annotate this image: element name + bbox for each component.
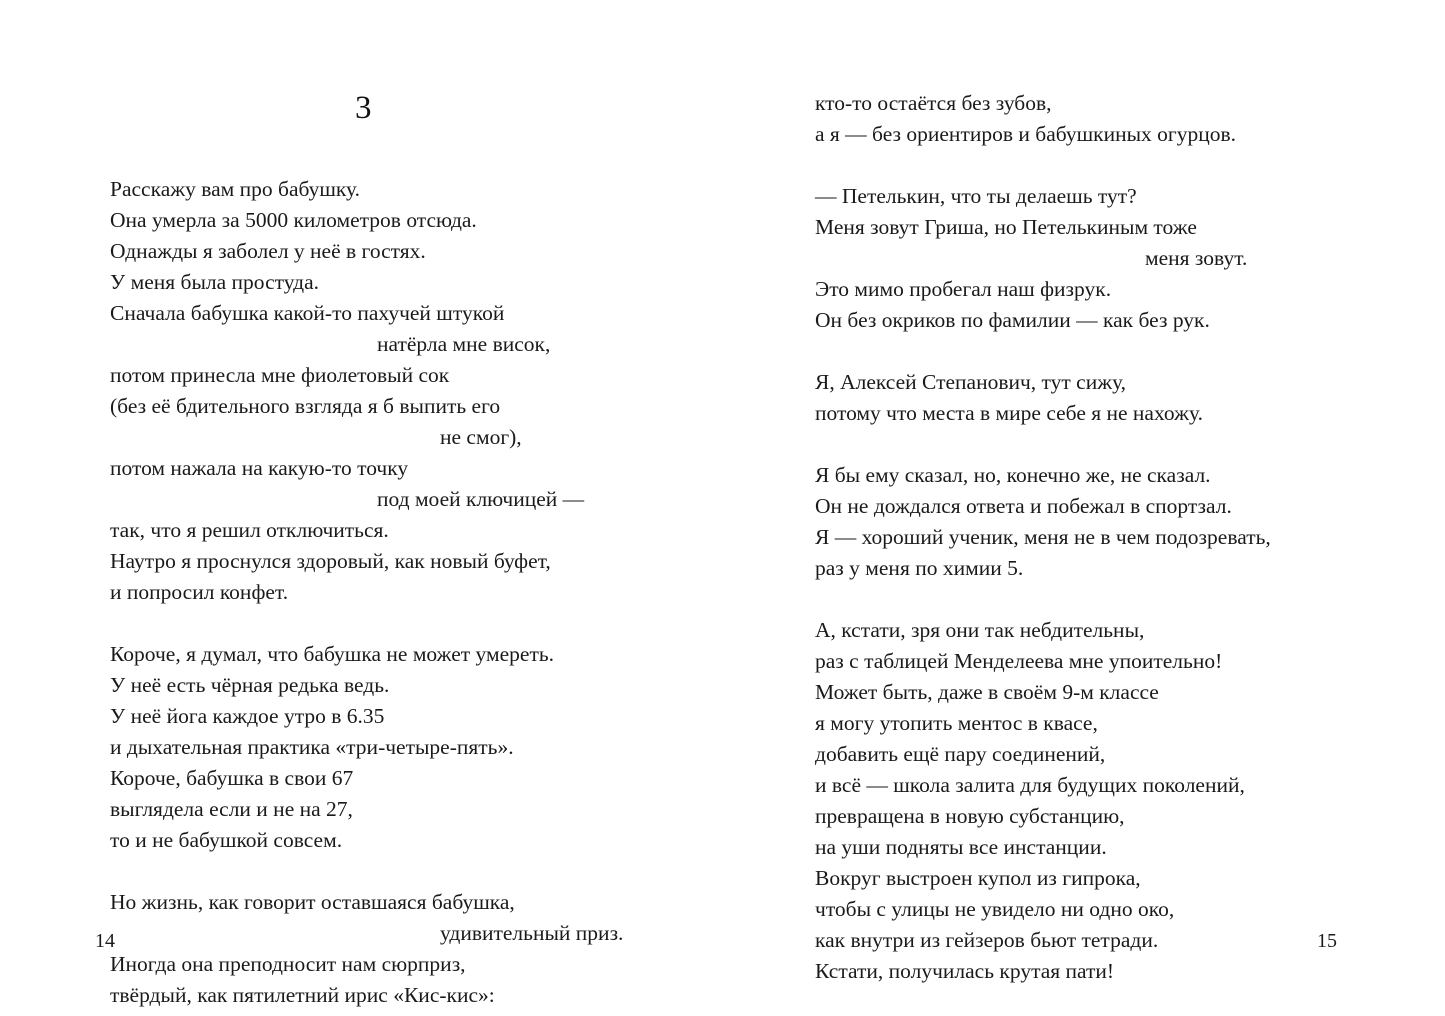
poem-line: Вокруг выстроен купол из гипрока, <box>815 866 1141 890</box>
poem-line: Сначала бабушка какой-то пахучей штукой <box>110 301 505 325</box>
poem-line: кто-то остаётся без зубов, <box>815 91 1052 115</box>
poem-line: добавить ещё пару соединений, <box>815 742 1106 766</box>
stanza <box>815 367 1445 429</box>
poem-line: Кстати, получилась крутая пати! <box>815 959 1115 983</box>
poem-line: Однажды я заболел у неё в гостях. <box>110 239 426 263</box>
stanza <box>110 639 722 856</box>
poem-line: удивительный приз. <box>440 921 624 945</box>
poem-line: Я, Алексей Степанович, тут сижу, <box>815 370 1127 394</box>
poem-line: Я — хороший ученик, меня не в чем подозревать, <box>815 525 1271 549</box>
poem-line: Он не дождался ответа и побежал в спортзал. <box>815 494 1232 518</box>
poem-line: А, кстати, зря они так небдительны, <box>815 618 1145 642</box>
poem-line: потом принесла мне фиолетовый сок <box>110 363 450 387</box>
poem-line: и всё — школа залита для будущих поколений, <box>815 773 1245 797</box>
poem-line: чтобы с улицы не увидело ни одно око, <box>815 897 1175 921</box>
stanza <box>110 887 722 1011</box>
poem-line: так, что я решил отключиться. <box>110 518 389 542</box>
poem-line: Меня зовут Гриша, но Петелькиным тоже <box>815 215 1197 239</box>
poem-line: твёрдый, как пятилетний ирис «Кис-кис»: <box>110 983 495 1007</box>
poem-line: (без её бдительного взгляда я б выпить его <box>110 394 501 418</box>
poem-line: и дыхательная практика «три-четыре-пять». <box>110 735 514 759</box>
poem-line: меня зовут. <box>1145 246 1248 270</box>
poem-line: натёрла мне висок, <box>377 332 551 356</box>
poem-line: — Петелькин, что ты делаешь тут? <box>815 184 1137 208</box>
poem-line: выглядела если и не на 27, <box>110 797 353 821</box>
poem-line: я могу утопить ментос в квасе, <box>815 711 1098 735</box>
poem-line: Короче, я думал, что бабушка не может умереть. <box>110 642 555 666</box>
poem-line: Он без окриков по фамилии — как без рук. <box>815 308 1210 332</box>
poem-line: Короче, бабушка в свои 67 <box>110 766 354 790</box>
poem-line: У меня была простуда. <box>110 270 319 294</box>
poem-line: раз у меня по химии 5. <box>815 556 1024 580</box>
poem-line: У неё йога каждое утро в 6.35 <box>110 704 385 728</box>
poem-line: Я бы ему сказал, но, конечно же, не сказал. <box>815 463 1211 487</box>
poem-line: Это мимо пробегал наш физрук. <box>815 277 1112 301</box>
stanza <box>110 174 722 608</box>
chapter-number: 3 <box>355 90 372 126</box>
poem-line: Но жизнь, как говорит оставшаяся бабушка, <box>110 890 515 914</box>
poem-line: У неё есть чёрная редька ведь. <box>110 673 390 697</box>
stanza <box>815 615 1445 987</box>
right-page <box>722 0 1445 1016</box>
poem-line: Расскажу вам про бабушку. <box>110 177 361 201</box>
poem-line: потому что места в мире себе я не нахожу. <box>815 401 1203 425</box>
poem-line: то и не бабушкой совсем. <box>110 828 343 852</box>
poem-line: превращена в новую субстанцию, <box>815 804 1125 828</box>
page-number-left: 14 <box>95 930 115 952</box>
poem-line: на уши подняты все инстанции. <box>815 835 1107 859</box>
stanza <box>815 181 1445 336</box>
poem-line: под моей ключицей — <box>377 487 585 511</box>
page-number-right: 15 <box>1317 930 1337 952</box>
poem-line: Наутро я проснулся здоровый, как новый буфет, <box>110 549 551 573</box>
poem-line: не смог), <box>440 425 522 449</box>
left-page <box>0 0 722 1016</box>
stanza <box>815 460 1445 584</box>
poem-line: и попросил конфет. <box>110 580 289 604</box>
poem-line: Может быть, даже в своём 9-м классе <box>815 680 1159 704</box>
poem-line: как внутри из гейзеров бьют тетради. <box>815 928 1159 952</box>
poem-line: раз с таблицей Менделеева мне упоительно! <box>815 649 1223 673</box>
poem-line: Иногда она преподносит нам сюрприз, <box>110 952 466 976</box>
poem-line: потом нажала на какую-то точку <box>110 456 409 480</box>
poem-body-right <box>815 0 1445 987</box>
poem-line: а я — без ориентиров и бабушкиных огурцов. <box>815 122 1237 146</box>
poem-body-left <box>110 125 722 1011</box>
poem-line: Она умерла за 5000 километров отсюда. <box>110 208 477 232</box>
stanza <box>815 88 1445 150</box>
